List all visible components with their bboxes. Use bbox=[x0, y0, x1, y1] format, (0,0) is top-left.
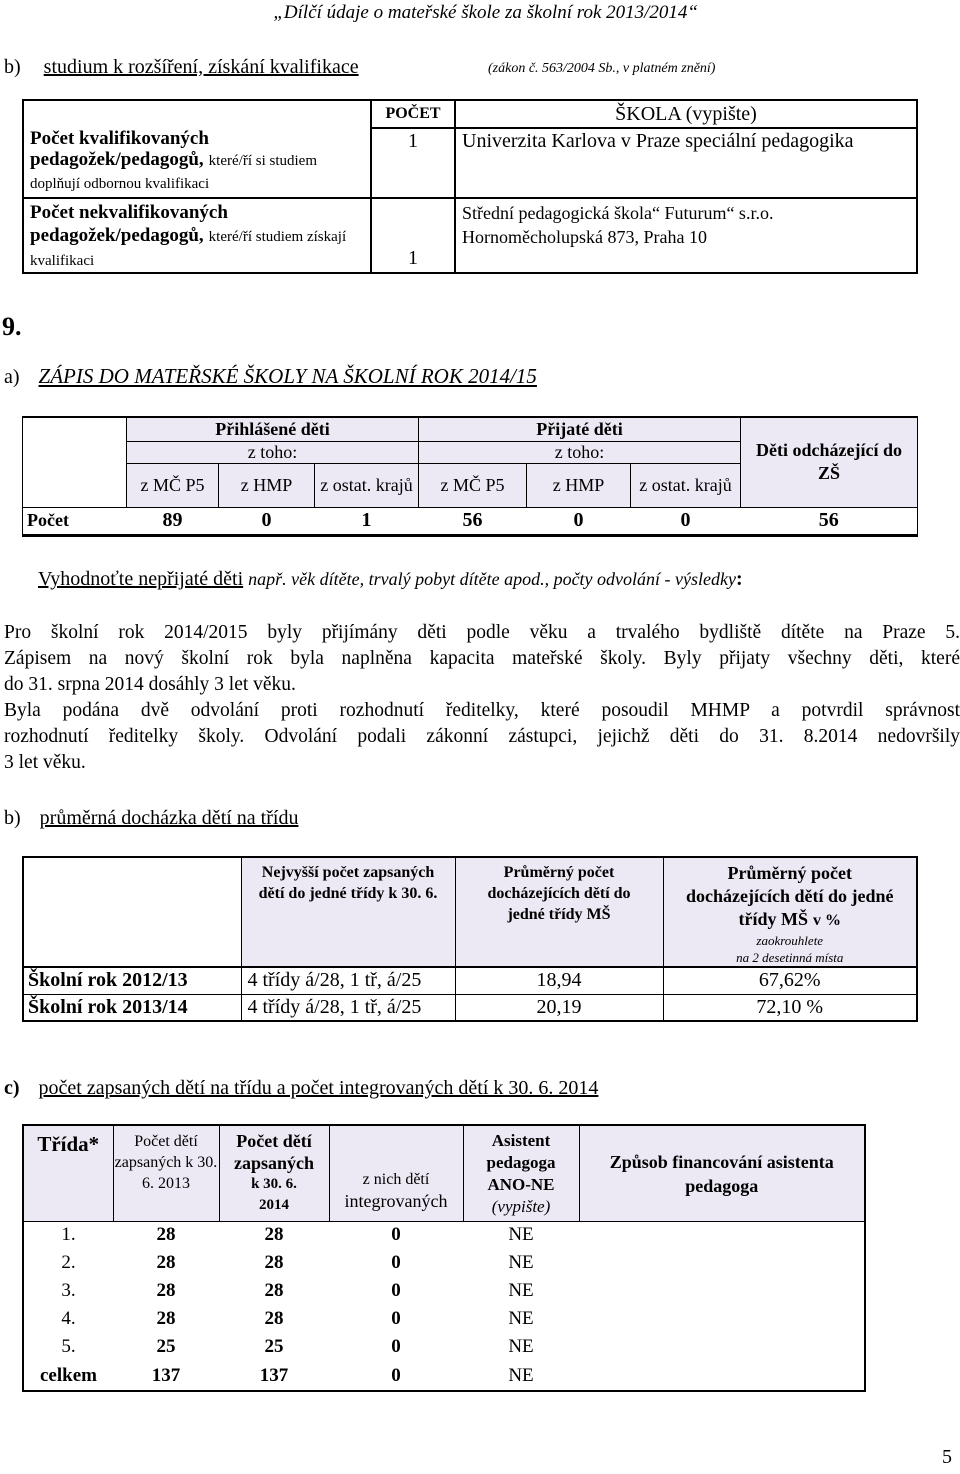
financing-value bbox=[579, 1333, 865, 1361]
accepted-of-which: z toho: bbox=[419, 441, 741, 463]
avg-attendance-value: 18,94 bbox=[455, 967, 663, 994]
assistant-value: NE bbox=[508, 1252, 534, 1273]
section-number: 9. bbox=[2, 312, 22, 341]
avg-attendance-value: 20,19 bbox=[455, 994, 663, 1021]
integrated-value: 0 bbox=[391, 1252, 401, 1273]
class-table bbox=[22, 1124, 866, 1392]
enroll-value: 89 bbox=[162, 509, 183, 531]
evaluation-text: Pro školní rok 2014/2015 byly přijímány děti podle věku a trvalého bydliště dítěte na Praze 5. Zápisem na nový školní rok byla naplněna kapacita mateřské školy. Byly přijaty všechny děti, které do 31. srpna 2014 dosáhly 3 let věku. Byla podána dvě odvolání proti rozhodnutí ředitelky, které posoudil MHMP a potvrdil správnost rozhodnutí ředitelky školy. Odvolání podali zákonní zástupci, jejichž děti do 31. 8.2014 nedovršily 3 let věku. bbox=[4, 622, 960, 773]
enrolled-2013-value: 28 bbox=[156, 1252, 176, 1273]
section-9c-heading: c) počet zapsaných dětí na třídu a počet integrovaných dětí k 30. 6. 2014 bbox=[4, 1077, 599, 1099]
accepted-header: Přijaté děti bbox=[419, 417, 741, 441]
assistant-value: NE bbox=[508, 1336, 534, 1357]
section-9b-title: průměrná docházka dětí na třídu bbox=[39, 807, 299, 829]
row-label: Počet bbox=[27, 510, 69, 530]
enroll-value: 0 bbox=[261, 509, 272, 531]
enroll-value: 56 bbox=[818, 509, 839, 531]
financing-total bbox=[579, 1361, 865, 1391]
enroll-value: 1 bbox=[361, 509, 372, 531]
applied-header: Přihlášené děti bbox=[127, 417, 419, 441]
enrolled-2013-value: 28 bbox=[156, 1224, 176, 1246]
financing-value bbox=[579, 1277, 865, 1305]
section-9a-heading: a) ZÁPIS DO MATEŘSKÉ ŠKOLY NA ŠKOLNÍ ROK 2014/15 bbox=[4, 364, 537, 388]
section-prefix: b) bbox=[4, 56, 21, 78]
document-header: „Dílčí údaje o mateřské škole za školní rok 2013/2014“ bbox=[273, 2, 698, 23]
class-total-label: celkem bbox=[40, 1364, 97, 1386]
enroll-value: 0 bbox=[680, 509, 691, 531]
school-year-label: Školní rok 2013/14 bbox=[23, 994, 241, 1021]
enrolled-2013-value: 25 bbox=[156, 1336, 176, 1357]
school-year-label: Školní rok 2012/13 bbox=[23, 967, 241, 994]
avg-attendance-pct-value: 72,10 % bbox=[756, 995, 824, 1018]
enrolled-2013-value: 28 bbox=[156, 1280, 176, 1301]
enrolled-2014-total: 137 bbox=[259, 1364, 289, 1386]
integrated-total: 0 bbox=[391, 1364, 401, 1386]
enrolled-2013-value: 28 bbox=[156, 1308, 176, 1329]
integrated-value: 0 bbox=[391, 1308, 401, 1329]
page-number: 5 bbox=[942, 1446, 952, 1468]
enrolled-2014-value: 25 bbox=[264, 1336, 284, 1357]
row-unqualified-count: 1 bbox=[371, 198, 455, 273]
applied-other-header: z ostat. krajů bbox=[315, 463, 419, 507]
integrated-value: 0 bbox=[391, 1224, 401, 1246]
section-b-top bbox=[4, 56, 359, 79]
class-name: 4. bbox=[61, 1308, 76, 1329]
accepted-other-header: z ostat. krajů bbox=[631, 463, 741, 507]
avg-attendance-pct-header: Průměrný počet docházejících dětí do jedné třídy MŠ v % zaokrouhlete na 2 desetinná místa bbox=[663, 857, 917, 967]
applied-mc-header: z MČ P5 bbox=[127, 463, 219, 507]
enrolled-2014-header: Počet dětí zapsaných k 30. 6. 2014 bbox=[219, 1125, 329, 1221]
financing-value bbox=[579, 1249, 865, 1277]
enrolled-2014-value: 28 bbox=[264, 1308, 284, 1329]
attendance-table bbox=[22, 856, 918, 1022]
class-name: 5. bbox=[61, 1336, 76, 1357]
class-name: 1. bbox=[61, 1224, 76, 1246]
integrated-value: 0 bbox=[391, 1336, 401, 1357]
class-name: 2. bbox=[61, 1252, 76, 1273]
section-title: studium k rozšíření, získání kvalifikace bbox=[43, 56, 359, 78]
enroll-value: 56 bbox=[462, 509, 483, 531]
enrolled-2014-value: 28 bbox=[264, 1280, 284, 1301]
assistant-total: NE bbox=[508, 1364, 534, 1386]
row-qualified-label: Počet kvalifikovaných pedagožek/pedagogů, které/ří si studiem doplňují odbornou kvalifikaci bbox=[23, 128, 371, 198]
enrollment-table bbox=[22, 416, 918, 537]
row-qualified-school: Univerzita Karlova v Praze speciální pedagogika bbox=[455, 128, 917, 198]
assistant-header: Asistent pedagoga ANO-NE (vypište) bbox=[463, 1125, 579, 1221]
col-count-header: POČET bbox=[371, 100, 455, 128]
avg-attendance-header: Průměrný počet docházejících dětí do jedné třídy MŠ bbox=[455, 857, 663, 967]
enrolled-2014-value: 28 bbox=[264, 1252, 284, 1273]
integrated-header: z nich dětí integrovaných bbox=[329, 1125, 463, 1221]
max-enrolled-value: 4 třídy á/28, 1 tř, á/25 bbox=[241, 994, 455, 1021]
integrated-value: 0 bbox=[391, 1280, 401, 1301]
col-school-header: ŠKOLA (vypište) bbox=[455, 100, 917, 128]
accepted-hmp-header: z HMP bbox=[527, 463, 631, 507]
section-9b-heading: b) průměrná docházka dětí na třídu bbox=[4, 807, 299, 829]
financing-value bbox=[579, 1221, 865, 1249]
max-enrolled-header: Nejvyšší počet zapsaných dětí do jedné třídy k 30. 6. bbox=[241, 857, 455, 967]
evaluation-prompt: Vyhodnoťte nepřijaté děti např. věk dítěte, trvalý pobyt dítěte apod., počty odvolání - výsledky: bbox=[38, 568, 743, 590]
max-enrolled-value: 4 třídy á/28, 1 tř, á/25 bbox=[241, 967, 455, 994]
enroll-value: 0 bbox=[573, 509, 584, 531]
class-header: Třída* bbox=[23, 1125, 113, 1221]
row-unqualified-label: Počet nekvalifikovaných pedagožek/pedagogů, které/ří studiem získají kvalifikaci bbox=[23, 198, 371, 273]
law-reference: (zákon č. 563/2004 Sb., v platném znění) bbox=[488, 61, 716, 76]
enrolled-2013-header: Počet dětí zapsaných k 30. 6. 2013 bbox=[113, 1125, 219, 1221]
accepted-mc-header: z MČ P5 bbox=[419, 463, 527, 507]
class-name: 3. bbox=[61, 1280, 76, 1301]
section-9c-title: počet zapsaných dětí na třídu a počet integrovaných dětí k 30. 6. 2014 bbox=[38, 1077, 599, 1099]
assistant-value: NE bbox=[508, 1224, 534, 1246]
financing-header: Způsob financování asistenta pedagoga bbox=[579, 1125, 865, 1221]
enrolled-2013-total: 137 bbox=[151, 1364, 181, 1386]
row-qualified-count: 1 bbox=[371, 128, 455, 198]
row-unqualified-school: Střední pedagogická škola“ Futurum“ s.r.o. Hornoměcholupská 873, Praha 10 bbox=[462, 203, 774, 247]
leaving-header: Děti odcházející do ZŠ bbox=[741, 417, 918, 507]
applied-of-which: z toho: bbox=[127, 441, 419, 463]
avg-attendance-pct-value: 67,62% bbox=[758, 969, 821, 992]
qualification-table bbox=[22, 99, 918, 274]
financing-value bbox=[579, 1305, 865, 1333]
enrolled-2014-value: 28 bbox=[264, 1224, 284, 1246]
assistant-value: NE bbox=[508, 1280, 534, 1301]
applied-hmp-header: z HMP bbox=[219, 463, 315, 507]
assistant-value: NE bbox=[508, 1308, 534, 1329]
section-9a-title: ZÁPIS DO MATEŘSKÉ ŠKOLY NA ŠKOLNÍ ROK 2014/15 bbox=[38, 364, 537, 388]
